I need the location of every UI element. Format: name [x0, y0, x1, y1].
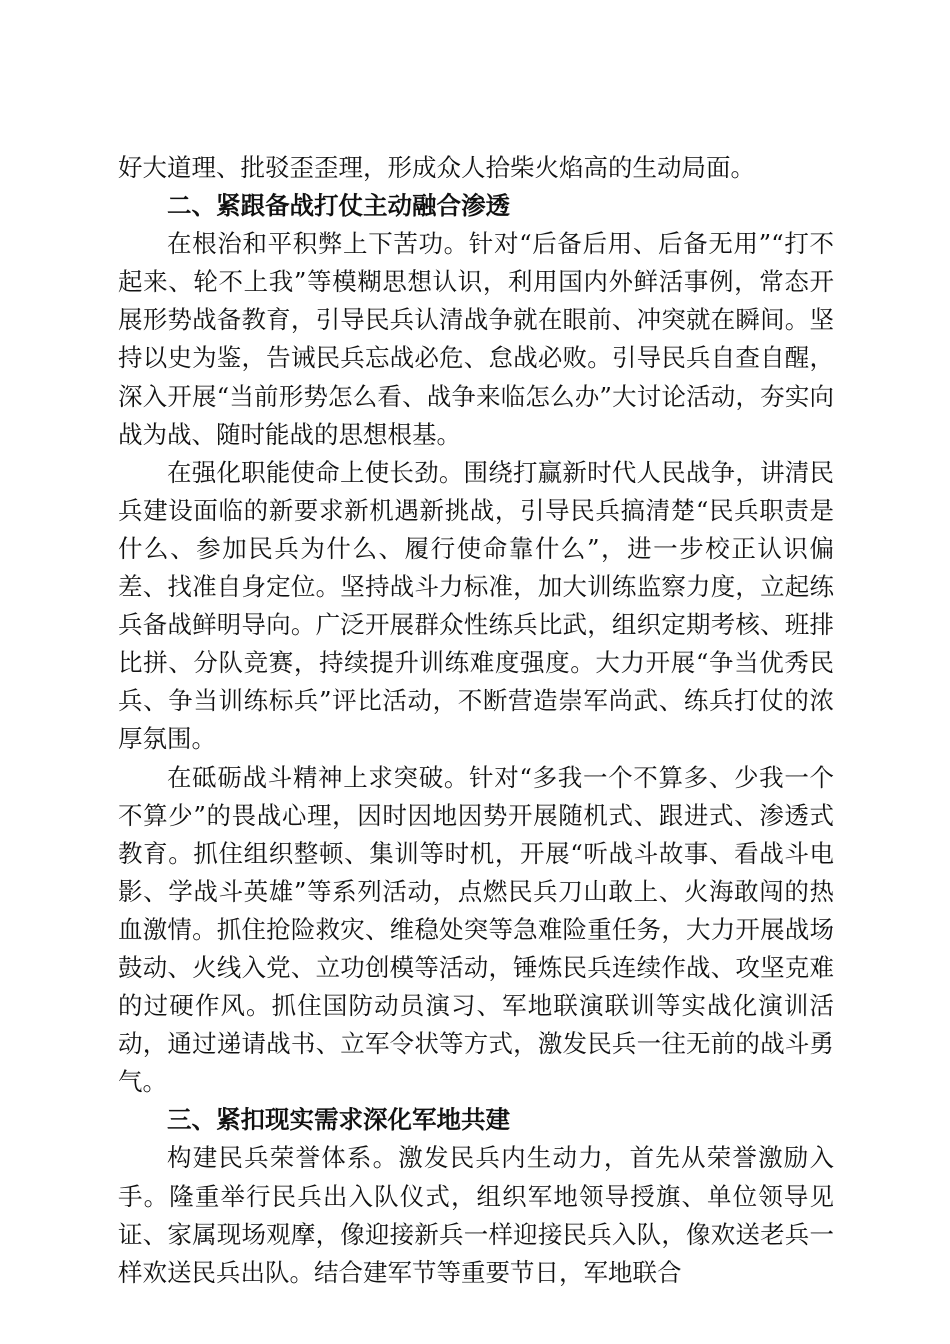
paragraph-mission: 在强化职能使命上使长劲。围绕打赢新时代人民战争，讲清民兵建设面临的新要求新机遇新挑战，引导民兵搞清楚“民兵职责是什么、参加民兵为什么、履行使命靠什么”，进一步校正认识偏差、找准自身定位。坚持战斗力标准，加大训练监察力度，立起练兵备战鲜明导向。广泛开展群众性练兵比武，组织定期考核、班排比拼、分队竞赛，持续提升训练难度强度。大力开展“争当优秀民兵、争当训练标兵”评比活动，不断营造崇军尚武、练兵打仗的浓厚氛围。 [118, 457, 834, 754]
paragraph-peace-malpractice: 在根治和平积弊上下苦功。针对“后备后用、后备无用”“打不起来、轮不上我”等模糊思想认识，利用国内外鲜活事例，常态开展形势战备教育，引导民兵认清战争就在眼前、冲突就在瞬间。坚持以史为鉴，告诫民兵忘战必危、怠战必败。引导民兵自查自醒，深入开展“当前形势怎么看、战争来临怎么办”大讨论活动，夯实向战为战、随时能战的思想根基。 [118, 229, 834, 449]
document-page [118, 149, 834, 1292]
paragraph-honor-system: 构建民兵荣誉体系。激发民兵内生动力，首先从荣誉激励入手。隆重举行民兵出入队仪式，组织军地领导授旗、单位领导见证、家属现场观摩，像迎接新兵一样迎接民兵入队，像欢送老兵一样欢送民兵出队。结合建军节等重要节日，军地联合 [118, 1143, 834, 1287]
continuation-paragraph: 好大道理、批驳歪歪理，形成众人拾柴火焰高的生动局面。 [118, 153, 755, 182]
section-heading-3: 三、紧扣现实需求深化军地共建 [167, 1105, 510, 1135]
section-heading-2: 二、紧跟备战打仗主动融合渗透 [167, 191, 510, 221]
paragraph-fighting-spirit: 在砥砺战斗精神上求突破。针对“多我一个不算多、少我一个不算少”的畏战心理，因时因地因势开展随机式、跟进式、渗透式教育。抓住组织整顿、集训等时机，开展“听战斗故事、看战斗电影、学战斗英雄”等系列活动，点燃民兵刀山敢上、火海敢闯的热血激情。抓住抢险救灾、维稳处突等急难险重任务，大力开展战场鼓动、火线入党、立功创模等活动，锤炼民兵连续作战、攻坚克难的过硬作风。抓住国防动员演习、军地联演联训等实战化演训活动，通过递请战书、立军令状等方式，激发民兵一往无前的战斗勇气。 [118, 762, 834, 1097]
